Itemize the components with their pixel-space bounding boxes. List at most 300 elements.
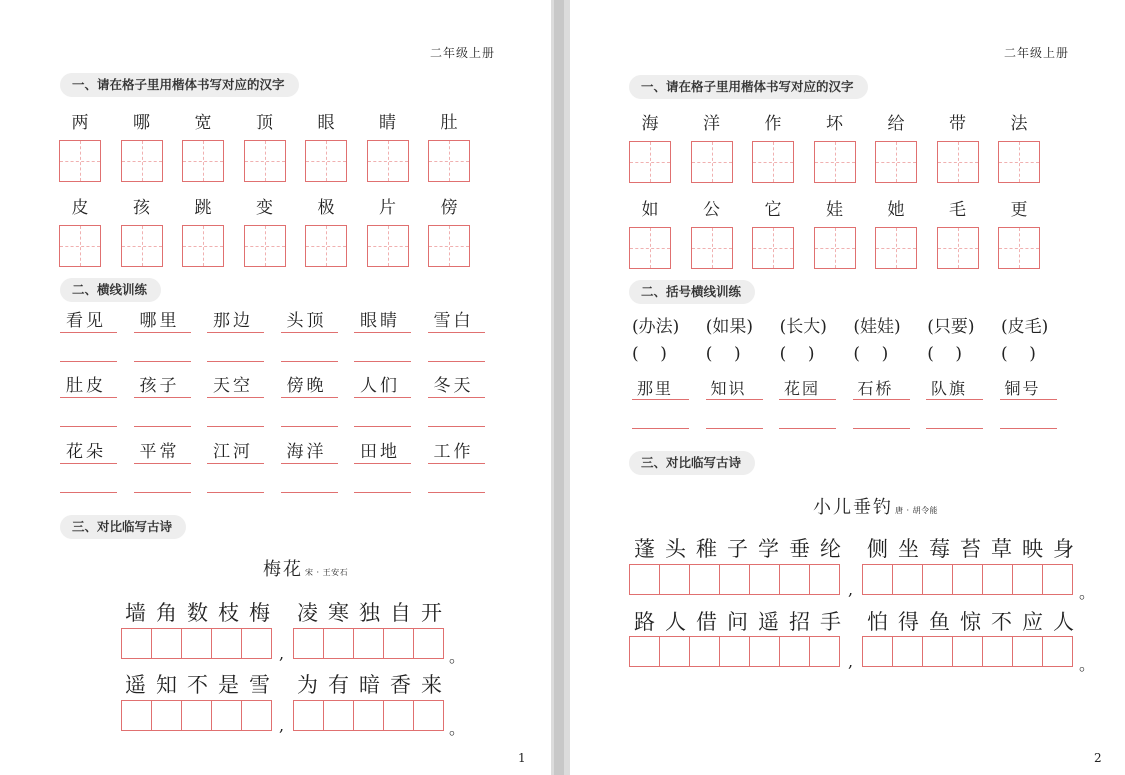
copy-grid xyxy=(293,700,443,731)
tianzige-box[interactable] xyxy=(629,227,671,269)
char-label: 更 xyxy=(1010,200,1028,220)
paren-word: (长大) xyxy=(779,317,827,337)
poem-char: 怕 xyxy=(867,610,888,634)
blank-line[interactable] xyxy=(281,398,338,427)
poem-char: 香 xyxy=(390,673,411,697)
char-cell xyxy=(937,200,979,269)
blank-line[interactable] xyxy=(926,400,983,429)
char-label: 跳 xyxy=(194,198,212,218)
copy-box[interactable] xyxy=(982,564,1013,595)
blank-line[interactable] xyxy=(134,464,191,493)
copy-box[interactable] xyxy=(689,636,720,667)
poem-char: 侧 xyxy=(867,537,888,561)
empty-paren[interactable]: ( ) xyxy=(779,344,815,364)
tianzige-box[interactable] xyxy=(752,141,794,183)
word-row-1 xyxy=(60,309,501,362)
copy-box[interactable] xyxy=(629,564,660,595)
copy-box[interactable] xyxy=(1042,564,1073,595)
empty-paren[interactable]: ( ) xyxy=(632,344,667,364)
empty-paren[interactable]: ( ) xyxy=(853,344,889,364)
tianzige-box[interactable] xyxy=(629,141,671,183)
copy-box[interactable] xyxy=(121,700,152,731)
tianzige-box[interactable] xyxy=(691,227,733,269)
blank-line[interactable] xyxy=(632,400,689,429)
blank-line[interactable] xyxy=(134,398,191,427)
word-text: 花朵 xyxy=(60,440,117,464)
copy-box[interactable] xyxy=(809,636,840,667)
copy-box[interactable] xyxy=(293,628,324,659)
word-cell xyxy=(428,374,485,427)
word-text: 孩子 xyxy=(134,374,191,398)
word-cell xyxy=(1000,378,1057,429)
word-text: 知识 xyxy=(706,378,763,400)
word-text: 花园 xyxy=(779,378,836,400)
char-cell xyxy=(629,200,671,269)
tianzige-box[interactable] xyxy=(367,225,409,267)
word-cell xyxy=(134,440,191,493)
tianzige-box[interactable] xyxy=(182,225,224,267)
section-3-title: 三、对比临写古诗 xyxy=(60,515,186,539)
char-row-2 xyxy=(59,198,490,267)
poem-title-text: 梅花 xyxy=(263,559,303,580)
copy-grid xyxy=(862,636,1072,667)
char-label: 公 xyxy=(703,200,720,220)
blank-line[interactable] xyxy=(354,333,411,362)
copy-box[interactable] xyxy=(211,628,242,659)
poem-char: 手 xyxy=(820,610,841,634)
copy-box[interactable] xyxy=(181,628,212,659)
word-cell xyxy=(207,440,264,493)
poem-char: 梅 xyxy=(249,601,270,625)
poem-char: 有 xyxy=(328,673,349,697)
copy-box[interactable] xyxy=(862,564,893,595)
poem-title-text: 小儿垂钓 xyxy=(813,497,893,518)
tianzige-box[interactable] xyxy=(691,141,733,183)
char-cell xyxy=(428,198,470,267)
word-text: 田地 xyxy=(354,440,411,464)
char-row-1 xyxy=(59,113,490,182)
blank-line[interactable] xyxy=(354,398,411,427)
copy-grid xyxy=(293,628,443,659)
blank-line[interactable] xyxy=(428,333,485,362)
poem-char: 暗 xyxy=(359,673,380,697)
word-text: 头顶 xyxy=(281,309,338,333)
page-2 xyxy=(570,0,1125,775)
char-cell xyxy=(244,113,286,182)
word-cell xyxy=(853,378,910,429)
poem-char: 开 xyxy=(421,601,442,625)
char-cell xyxy=(691,114,733,183)
poem-char: 枝 xyxy=(218,601,239,625)
copy-box[interactable] xyxy=(629,636,660,667)
blank-line[interactable] xyxy=(281,464,338,493)
poem-char: 应 xyxy=(1022,610,1043,634)
poem-char: 寒 xyxy=(328,601,349,625)
tianzige-box[interactable] xyxy=(59,140,101,182)
tianzige-box[interactable] xyxy=(814,141,856,183)
poem-char: 借 xyxy=(696,610,717,634)
copy-box[interactable] xyxy=(809,564,840,595)
word-row xyxy=(632,378,1073,429)
empty-paren[interactable]: ( ) xyxy=(927,344,963,364)
tianzige-box[interactable] xyxy=(244,140,286,182)
period: 。 xyxy=(449,719,466,738)
copy-grid xyxy=(121,700,271,731)
blank-line[interactable] xyxy=(60,464,117,493)
tianzige-box[interactable] xyxy=(367,140,409,182)
char-cell xyxy=(998,114,1040,183)
grade-header: 二年级上册 xyxy=(1004,46,1070,60)
char-label: 它 xyxy=(764,200,782,220)
tianzige-box[interactable] xyxy=(59,225,101,267)
paren-word-row xyxy=(632,312,1075,337)
char-label: 带 xyxy=(949,114,966,134)
poem-char: 问 xyxy=(727,610,748,634)
tianzige-box[interactable] xyxy=(428,140,470,182)
comma: , xyxy=(848,652,854,671)
word-text: 雪白 xyxy=(428,309,485,333)
copy-box[interactable] xyxy=(779,564,810,595)
char-label: 如 xyxy=(641,200,659,220)
word-cell xyxy=(134,309,191,362)
poem-line-2a xyxy=(120,669,275,699)
char-label: 孩 xyxy=(133,198,150,218)
copy-box[interactable] xyxy=(982,636,1013,667)
copy-box[interactable] xyxy=(689,564,720,595)
poem-line-1a xyxy=(120,597,275,627)
word-text: 工作 xyxy=(428,440,485,464)
word-cell xyxy=(207,374,264,427)
word-text: 傍晚 xyxy=(281,374,338,398)
char-label: 洋 xyxy=(703,114,720,134)
blank-line[interactable] xyxy=(853,400,910,429)
poem-char: 遥 xyxy=(758,610,779,634)
poem-char: 坐 xyxy=(898,537,919,561)
word-cell xyxy=(428,440,485,493)
char-label: 法 xyxy=(1010,114,1028,134)
poem-author: 宋 · 王安石 xyxy=(305,568,349,577)
empty-paren-row xyxy=(632,344,1075,364)
poem-line-2b xyxy=(862,606,1079,636)
tianzige-box[interactable] xyxy=(875,141,917,183)
period: 。 xyxy=(1079,583,1096,602)
char-label: 坏 xyxy=(826,114,843,134)
poem-char: 独 xyxy=(359,601,380,625)
paren-word: (办法) xyxy=(632,317,680,337)
tianzige-box[interactable] xyxy=(814,227,856,269)
poem-char: 遥 xyxy=(125,673,146,697)
copy-box[interactable] xyxy=(151,700,182,731)
char-cell xyxy=(121,113,163,182)
word-text: 眼睛 xyxy=(354,309,411,333)
word-text: 石桥 xyxy=(853,378,910,400)
blank-line[interactable] xyxy=(207,333,264,362)
tianzige-box[interactable] xyxy=(121,140,163,182)
poem-char: 草 xyxy=(991,537,1012,561)
char-cell xyxy=(367,198,409,267)
poem-char: 鱼 xyxy=(929,610,950,634)
word-text: 看见 xyxy=(60,309,117,333)
blank-line[interactable] xyxy=(779,400,836,429)
tianzige-box[interactable] xyxy=(937,141,979,183)
word-text: 哪里 xyxy=(134,309,191,333)
poem-char: 学 xyxy=(758,537,779,561)
copy-box[interactable] xyxy=(922,564,953,595)
word-cell xyxy=(354,309,411,362)
tianzige-box[interactable] xyxy=(875,227,917,269)
grade-header: 二年级上册 xyxy=(430,46,496,60)
word-text: 肚皮 xyxy=(60,374,117,398)
copy-box[interactable] xyxy=(749,564,780,595)
poem-char: 身 xyxy=(1053,537,1074,561)
blank-line[interactable] xyxy=(281,333,338,362)
poem-char: 垂 xyxy=(789,537,810,561)
blank-line[interactable] xyxy=(706,400,763,429)
word-text: 人们 xyxy=(354,374,411,398)
poem-char: 知 xyxy=(156,673,177,697)
char-label: 哪 xyxy=(133,113,150,133)
tianzige-box[interactable] xyxy=(752,227,794,269)
section-1-title: 一、请在格子里用楷体书写对应的汉字 xyxy=(629,75,868,99)
word-cell xyxy=(632,378,689,429)
poem-char: 角 xyxy=(156,601,177,625)
copy-box[interactable] xyxy=(749,636,780,667)
paren-word: (皮毛) xyxy=(1000,317,1049,337)
char-label: 皮 xyxy=(71,198,89,218)
paren-word: (娃娃) xyxy=(853,317,901,337)
char-cell xyxy=(875,200,917,269)
poem-char: 凌 xyxy=(297,601,318,625)
paren-word: (如果) xyxy=(705,317,754,337)
char-cell xyxy=(752,200,794,269)
word-cell xyxy=(281,440,338,493)
poem-char: 墙 xyxy=(125,601,146,625)
char-label: 毛 xyxy=(949,200,966,220)
word-row-2 xyxy=(60,374,501,427)
char-cell xyxy=(182,113,224,182)
copy-box[interactable] xyxy=(383,628,414,659)
copy-box[interactable] xyxy=(353,628,384,659)
blank-line[interactable] xyxy=(207,398,264,427)
page-1 xyxy=(0,0,551,775)
copy-box[interactable] xyxy=(1042,636,1073,667)
poem-char: 路 xyxy=(634,610,655,634)
copy-box[interactable] xyxy=(862,636,893,667)
word-cell xyxy=(354,440,411,493)
copy-grid xyxy=(862,564,1072,595)
char-label: 睛 xyxy=(379,113,396,133)
char-cell xyxy=(814,114,856,183)
char-label: 海 xyxy=(641,114,659,134)
copy-box[interactable] xyxy=(151,628,182,659)
period: 。 xyxy=(449,647,466,666)
copy-box[interactable] xyxy=(892,636,923,667)
copy-box[interactable] xyxy=(121,628,152,659)
copy-grid xyxy=(629,564,839,595)
paren-word: (只要) xyxy=(927,317,975,337)
tianzige-box[interactable] xyxy=(305,225,347,267)
blank-line[interactable] xyxy=(1000,400,1057,429)
copy-box[interactable] xyxy=(892,564,923,595)
poem-char: 来 xyxy=(421,673,442,697)
copy-box[interactable] xyxy=(659,636,690,667)
char-cell xyxy=(305,113,347,182)
char-label: 变 xyxy=(256,198,273,218)
empty-paren[interactable]: ( ) xyxy=(705,344,741,364)
char-cell xyxy=(59,198,101,267)
word-text: 平常 xyxy=(134,440,191,464)
word-cell xyxy=(207,309,264,362)
word-cell xyxy=(60,309,117,362)
char-label: 眼 xyxy=(317,113,335,133)
word-cell xyxy=(134,374,191,427)
page-gutter xyxy=(551,0,570,775)
copy-box[interactable] xyxy=(413,628,444,659)
blank-line[interactable] xyxy=(134,333,191,362)
char-row-1 xyxy=(629,114,1060,183)
char-cell xyxy=(875,114,917,183)
poem-char: 人 xyxy=(1053,610,1074,634)
section-1-title: 一、请在格子里用楷体书写对应的汉字 xyxy=(60,73,299,97)
char-label: 娃 xyxy=(826,200,843,220)
word-cell xyxy=(354,374,411,427)
poem-char: 人 xyxy=(665,610,686,634)
word-text: 铜号 xyxy=(1000,378,1057,400)
tianzige-box[interactable] xyxy=(428,225,470,267)
poem-char: 为 xyxy=(297,673,318,697)
poem-line-2b xyxy=(292,669,447,699)
copy-box[interactable] xyxy=(241,628,272,659)
word-text: 天空 xyxy=(207,374,264,398)
copy-grid xyxy=(629,636,839,667)
copy-box[interactable] xyxy=(779,636,810,667)
char-label: 顶 xyxy=(256,113,273,133)
char-cell xyxy=(691,200,733,269)
word-cell xyxy=(428,309,485,362)
comma: , xyxy=(848,580,854,599)
poem-title xyxy=(263,555,348,581)
tianzige-box[interactable] xyxy=(998,227,1040,269)
tianzige-box[interactable] xyxy=(121,225,163,267)
poem-char: 不 xyxy=(187,673,208,697)
copy-box[interactable] xyxy=(323,700,354,731)
char-cell xyxy=(998,200,1040,269)
period: 。 xyxy=(1079,655,1096,674)
copy-box[interactable] xyxy=(1012,636,1043,667)
char-cell xyxy=(305,198,347,267)
char-cell xyxy=(428,113,470,182)
word-row-3 xyxy=(60,440,501,493)
copy-box[interactable] xyxy=(383,700,414,731)
scrollbar[interactable] xyxy=(554,0,564,775)
tianzige-box[interactable] xyxy=(305,140,347,182)
copy-box[interactable] xyxy=(323,628,354,659)
blank-line[interactable] xyxy=(207,464,264,493)
copy-box[interactable] xyxy=(181,700,212,731)
poem-char: 不 xyxy=(991,610,1012,634)
poem-title xyxy=(813,493,938,519)
blank-line[interactable] xyxy=(428,464,485,493)
blank-line[interactable] xyxy=(60,398,117,427)
poem-line-1a xyxy=(629,533,846,563)
empty-paren[interactable]: ( ) xyxy=(1000,344,1036,364)
tianzige-box[interactable] xyxy=(937,227,979,269)
blank-line[interactable] xyxy=(428,398,485,427)
copy-box[interactable] xyxy=(241,700,272,731)
copy-box[interactable] xyxy=(1012,564,1043,595)
tianzige-box[interactable] xyxy=(998,141,1040,183)
char-label: 宽 xyxy=(194,113,212,133)
char-cell xyxy=(59,113,101,182)
copy-box[interactable] xyxy=(719,564,750,595)
char-cell xyxy=(814,200,856,269)
char-row-2 xyxy=(629,200,1060,269)
section-2-title: 二、横线训练 xyxy=(60,278,161,302)
poem-char: 得 xyxy=(898,610,919,634)
char-cell xyxy=(121,198,163,267)
poem-line-2a xyxy=(629,606,846,636)
poem-char: 是 xyxy=(218,673,239,697)
word-cell xyxy=(281,374,338,427)
poem-line-1b xyxy=(862,533,1079,563)
page-number: 2 xyxy=(1094,751,1102,765)
copy-box[interactable] xyxy=(211,700,242,731)
copy-box[interactable] xyxy=(952,636,983,667)
copy-box[interactable] xyxy=(952,564,983,595)
char-cell xyxy=(182,198,224,267)
poem-char: 数 xyxy=(187,601,208,625)
char-label: 片 xyxy=(379,198,396,218)
word-cell xyxy=(706,378,763,429)
word-cell xyxy=(60,374,117,427)
comma: , xyxy=(279,716,285,735)
word-cell xyxy=(60,440,117,493)
page-number: 1 xyxy=(518,751,526,765)
word-text: 那边 xyxy=(207,309,264,333)
copy-box[interactable] xyxy=(719,636,750,667)
char-label: 给 xyxy=(887,114,905,134)
poem-char: 头 xyxy=(665,537,686,561)
word-cell xyxy=(779,378,836,429)
word-text: 那里 xyxy=(632,378,689,400)
copy-box[interactable] xyxy=(353,700,384,731)
char-label: 肚 xyxy=(440,113,458,133)
poem-char: 稚 xyxy=(696,537,717,561)
copy-box[interactable] xyxy=(413,700,444,731)
char-label: 她 xyxy=(887,200,905,220)
copy-box[interactable] xyxy=(659,564,690,595)
copy-grid xyxy=(121,628,271,659)
poem-author: 唐 · 胡令能 xyxy=(895,506,939,515)
section-3-title: 三、对比临写古诗 xyxy=(629,451,755,475)
blank-line[interactable] xyxy=(354,464,411,493)
poem-char: 莓 xyxy=(929,537,950,561)
poem-char: 苔 xyxy=(960,537,981,561)
poem-char: 惊 xyxy=(960,610,981,634)
char-label: 作 xyxy=(764,114,782,134)
char-label: 极 xyxy=(317,198,335,218)
poem-char: 蓬 xyxy=(634,537,655,561)
blank-line[interactable] xyxy=(60,333,117,362)
word-text: 海洋 xyxy=(281,440,338,464)
tianzige-box[interactable] xyxy=(182,140,224,182)
tianzige-box[interactable] xyxy=(244,225,286,267)
poem-char: 纶 xyxy=(820,537,841,561)
copy-box[interactable] xyxy=(293,700,324,731)
copy-box[interactable] xyxy=(922,636,953,667)
char-label: 两 xyxy=(71,113,89,133)
char-cell xyxy=(937,114,979,183)
